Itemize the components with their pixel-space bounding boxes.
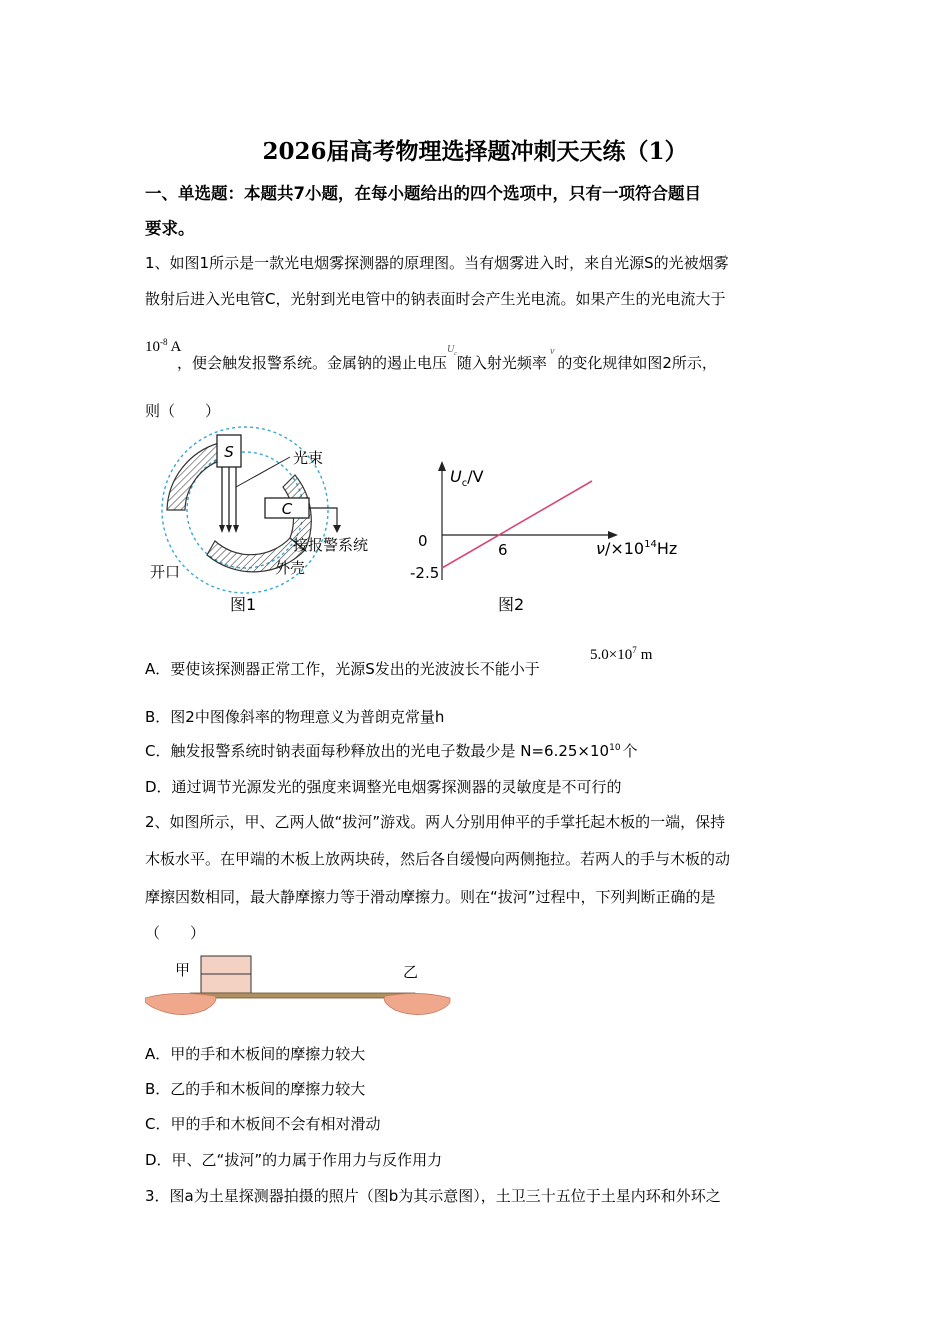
- q2-option-c: C．甲的手和木板间不会有相对滑动: [145, 1115, 381, 1133]
- label-alarm: 接报警系统: [293, 536, 369, 554]
- label-opening: 开口: [150, 563, 181, 581]
- q1-line3b: 随入射光频率: [456, 354, 547, 372]
- origin-label: 0: [418, 532, 428, 550]
- current-exp: -8: [160, 337, 168, 347]
- x-axis-label: $\nu/\times 10^{14}Hz$: [596, 539, 678, 558]
- q2-option-a: A．甲的手和木板间的摩擦力较大: [145, 1045, 366, 1063]
- section-heading: 一、单选题：本题共7小题，在每小题给出的四个选项中，只有一项符合题目: [145, 184, 701, 203]
- q1-line3-text: [177, 344, 717, 373]
- q3-line1: 3．图a为土星探测器拍摄的照片（图b为其示意图），土卫三十五位于土星内环和外环之: [145, 1187, 721, 1205]
- label-yi: 乙: [403, 963, 419, 981]
- q1-line2: 散射后进入光电管C，光射到光电管中的钠表面时会产生光电流。如果产生的光电流大于: [145, 290, 726, 308]
- q1-line3c: 的变化规律如图2所示，: [557, 354, 717, 372]
- q1-option-c: C．触发报警系统时钠表面每秒释放出的光电子数最少是 $N=6.25\times 10^{10}$ 个: [145, 742, 638, 760]
- label-S: S: [224, 443, 234, 461]
- q1-line3: [145, 337, 181, 356]
- figure-tug-of-war: [145, 950, 460, 1025]
- q1-option-b: B．图2中图像斜率的物理意义为普朗克常量h: [145, 708, 445, 726]
- q2-line3: 摩擦因数相同，最大静摩擦力等于滑动摩擦力。则在“拔河”过程中，下列判断正确的是: [145, 888, 716, 906]
- q1-option-a-value: $5.0\times 10^7$ m: [590, 645, 653, 663]
- uc-vs-frequency-line: [442, 481, 592, 568]
- q1-option-a: A．要使该探测器正常工作，光源S发出的光波波长不能小于: [145, 660, 540, 678]
- q2-option-b: B．乙的手和木板间的摩擦力较大: [145, 1080, 366, 1098]
- q2-line1: 2、如图所示，甲、乙两人做“拔河”游戏。两人分别用伸平的手掌托起木板的一端，保持: [145, 813, 726, 831]
- page-title: 2026届高考物理选择题冲刺天天练（1）: [262, 138, 688, 165]
- y-tick-neg: -2.5: [410, 564, 440, 582]
- current-value: 10: [145, 339, 160, 355]
- shell-upper-left: [167, 443, 225, 510]
- fig1-caption: 图1: [230, 595, 257, 614]
- nu-symbol: ν: [549, 346, 555, 357]
- label-C: C: [281, 500, 293, 518]
- label-beam: 光束: [293, 449, 324, 467]
- current-unit: A: [170, 339, 182, 355]
- hand-yi: [384, 993, 450, 1014]
- q2-option-d: D．甲、乙“拔河”的力属于作用力与反作用力: [145, 1151, 443, 1169]
- q1-line3a: ，便会触发报警系统。金属钠的遏止电压: [177, 354, 448, 372]
- uc-symbol: Uc: [447, 344, 457, 357]
- y-axis-label: $U_c/V$: [450, 467, 484, 489]
- q1-option-d: D．通过调节光源发光的强度来调整光电烟雾探测器的灵敏度是不可行的: [145, 778, 622, 796]
- section-heading-cont: 要求。: [145, 219, 195, 238]
- q1-line1: 1、如图1所示是一款光电烟雾探测器的原理图。当有烟雾进入时，来自光源S的光被烟雾: [145, 254, 729, 272]
- x-tick-6: 6: [498, 541, 508, 559]
- label-shell: 外壳: [275, 559, 306, 577]
- q1-line4: 则（ ）: [145, 402, 221, 420]
- figure-1-detector: [145, 425, 405, 620]
- wooden-board: [190, 993, 415, 998]
- q2-line2: 木板水平。在甲端的木板上放两块砖，然后各自缓慢向两侧拖拉。若两人的手与木板的动: [145, 850, 731, 868]
- brick-bottom: [201, 974, 251, 993]
- brick-top: [201, 956, 251, 974]
- fig2-caption: 图2: [498, 595, 525, 614]
- label-jia: 甲: [175, 961, 191, 979]
- hand-jia: [145, 993, 216, 1014]
- figure-2-graph: [400, 455, 700, 620]
- q2-line4: （ ）: [145, 924, 206, 942]
